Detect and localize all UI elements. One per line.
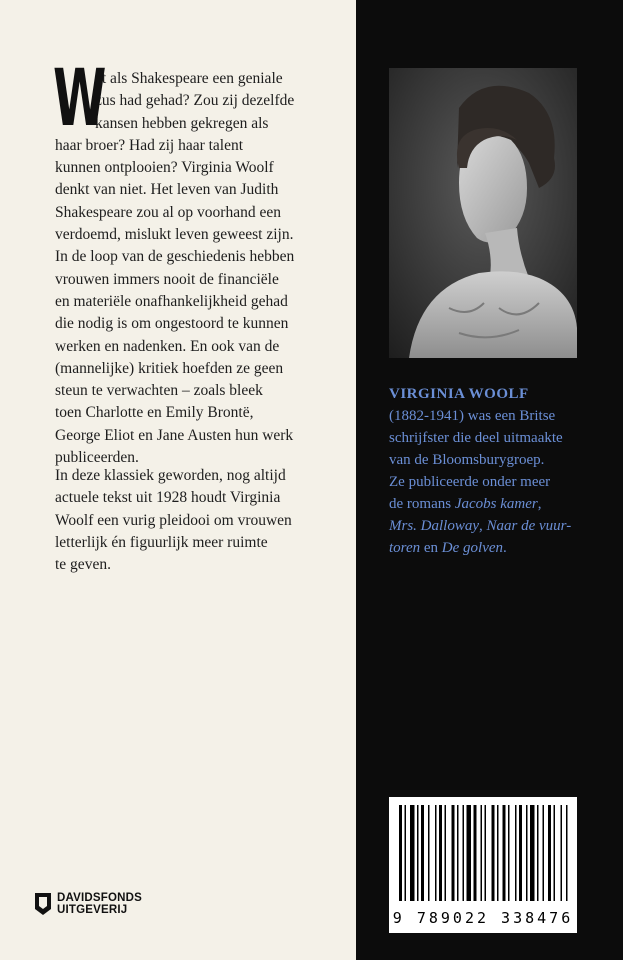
blurb-paragraph-1 xyxy=(53,54,330,469)
bio-sep: , xyxy=(479,518,487,534)
text-line: die nodig is om ongestoord te kunnen xyxy=(55,315,289,333)
text-line: vrouwen immers nooit de financiële xyxy=(55,270,279,288)
text-line: (mannelijke) kritiek hoefden ze geen xyxy=(55,359,284,377)
portrait-image xyxy=(389,68,577,358)
text-line: Shakespeare zou al op voorhand een xyxy=(55,203,281,221)
barcode-bar xyxy=(515,805,517,901)
barcode-bar xyxy=(526,805,528,901)
bio-sep: . xyxy=(503,540,507,556)
barcode-bar xyxy=(492,805,495,901)
barcode-bar xyxy=(503,805,506,901)
book-title: Jacobs kamer xyxy=(454,496,538,512)
text-line: Woolf een vurig pleidooi om vrouwen xyxy=(55,511,292,529)
barcode xyxy=(389,797,577,933)
barcode-bar xyxy=(417,805,419,901)
barcode-bar xyxy=(543,805,545,901)
barcode-bar xyxy=(452,805,455,901)
author-bio xyxy=(389,383,599,559)
text-line: actuele tekst uit 1928 houdt Virginia xyxy=(55,489,281,507)
bio-line: (1882-1941) was een Britse xyxy=(389,408,556,424)
book-title: Mrs. Dalloway xyxy=(389,518,479,534)
text-line: George Eliot en Jane Austen hun werk xyxy=(55,426,294,444)
barcode-bars xyxy=(389,797,577,907)
book-title: Naar de vuur- xyxy=(486,518,572,534)
barcode-bar xyxy=(497,805,499,901)
barcode-bar xyxy=(463,805,465,901)
barcode-bar xyxy=(421,805,424,901)
text-line: denkt van niet. Het leven van Judith xyxy=(55,181,279,199)
bio-line: Ze publiceerde onder meer xyxy=(389,474,551,490)
text-line: steun te verwachten – zoals bleek xyxy=(55,382,263,400)
blurb-paragraph-2 xyxy=(55,465,330,576)
barcode-bar xyxy=(457,805,459,901)
publisher-line-2: UITGEVERIJ xyxy=(57,904,128,916)
barcode-bar xyxy=(519,805,522,901)
text-line: at als Shakespeare een geniale xyxy=(95,70,283,87)
book-title: De golven xyxy=(441,540,504,556)
barcode-bar xyxy=(445,805,447,901)
barcode-bar xyxy=(548,805,551,901)
bio-line: de romans xyxy=(389,496,455,512)
bio-sep: , xyxy=(537,496,542,512)
barcode-bar xyxy=(474,805,477,901)
barcode-bar xyxy=(561,805,563,901)
text-line: In de loop van de geschiedenis hebben xyxy=(55,248,295,266)
book-title: toren xyxy=(389,540,421,556)
text-line: kansen hebben gekregen als xyxy=(95,114,269,132)
text-line: verdoemd, mislukt leven geweest zijn. xyxy=(55,226,294,244)
text-line: haar broer? Had zij haar talent xyxy=(55,136,244,154)
barcode-bar xyxy=(435,805,437,901)
barcode-bar xyxy=(467,805,472,901)
text-line: kunnen ontplooien? Virginia Woolf xyxy=(55,159,274,177)
publisher-name xyxy=(57,892,142,916)
text-line: publiceerden. xyxy=(55,449,139,467)
barcode-bar xyxy=(554,805,556,901)
barcode-bar xyxy=(405,805,407,901)
barcode-bar xyxy=(399,805,402,901)
barcode-bar xyxy=(439,805,442,901)
barcode-bar xyxy=(481,805,483,901)
text-line: letterlijk én figuurlijk meer ruimte xyxy=(55,533,268,551)
publisher-line-1: DAVIDSFONDS xyxy=(57,892,143,904)
barcode-bar xyxy=(530,805,535,901)
barcode-bar xyxy=(485,805,487,901)
text-line: en materiële onafhankelijkheid gehad xyxy=(55,292,288,310)
text-line: In deze klassiek geworden, nog altijd xyxy=(55,467,286,484)
isbn-number: 9 789022 338476 xyxy=(392,909,574,927)
bio-sep: en xyxy=(420,540,442,556)
drop-cap: W xyxy=(53,54,106,144)
text-line: te geven. xyxy=(55,556,111,574)
barcode-bar xyxy=(428,805,430,901)
barcode-bar xyxy=(537,805,539,901)
publisher-logo xyxy=(35,892,142,916)
text-line: werken en nadenken. En ook van de xyxy=(55,337,280,355)
text-line: zus had gehad? Zou zij dezelfde xyxy=(95,92,295,110)
barcode-bar xyxy=(410,805,415,901)
author-portrait xyxy=(389,68,577,358)
author-name: VIRGINIA WOOLF xyxy=(389,386,529,402)
barcode-bar xyxy=(508,805,510,901)
bio-line: van de Bloomsburygroep. xyxy=(389,452,545,468)
bio-line: schrijfster die deel uitmaakte xyxy=(389,430,563,446)
barcode-bar xyxy=(566,805,568,901)
text-line: toen Charlotte en Emily Brontë, xyxy=(55,404,254,422)
publisher-mark-icon xyxy=(35,893,51,915)
